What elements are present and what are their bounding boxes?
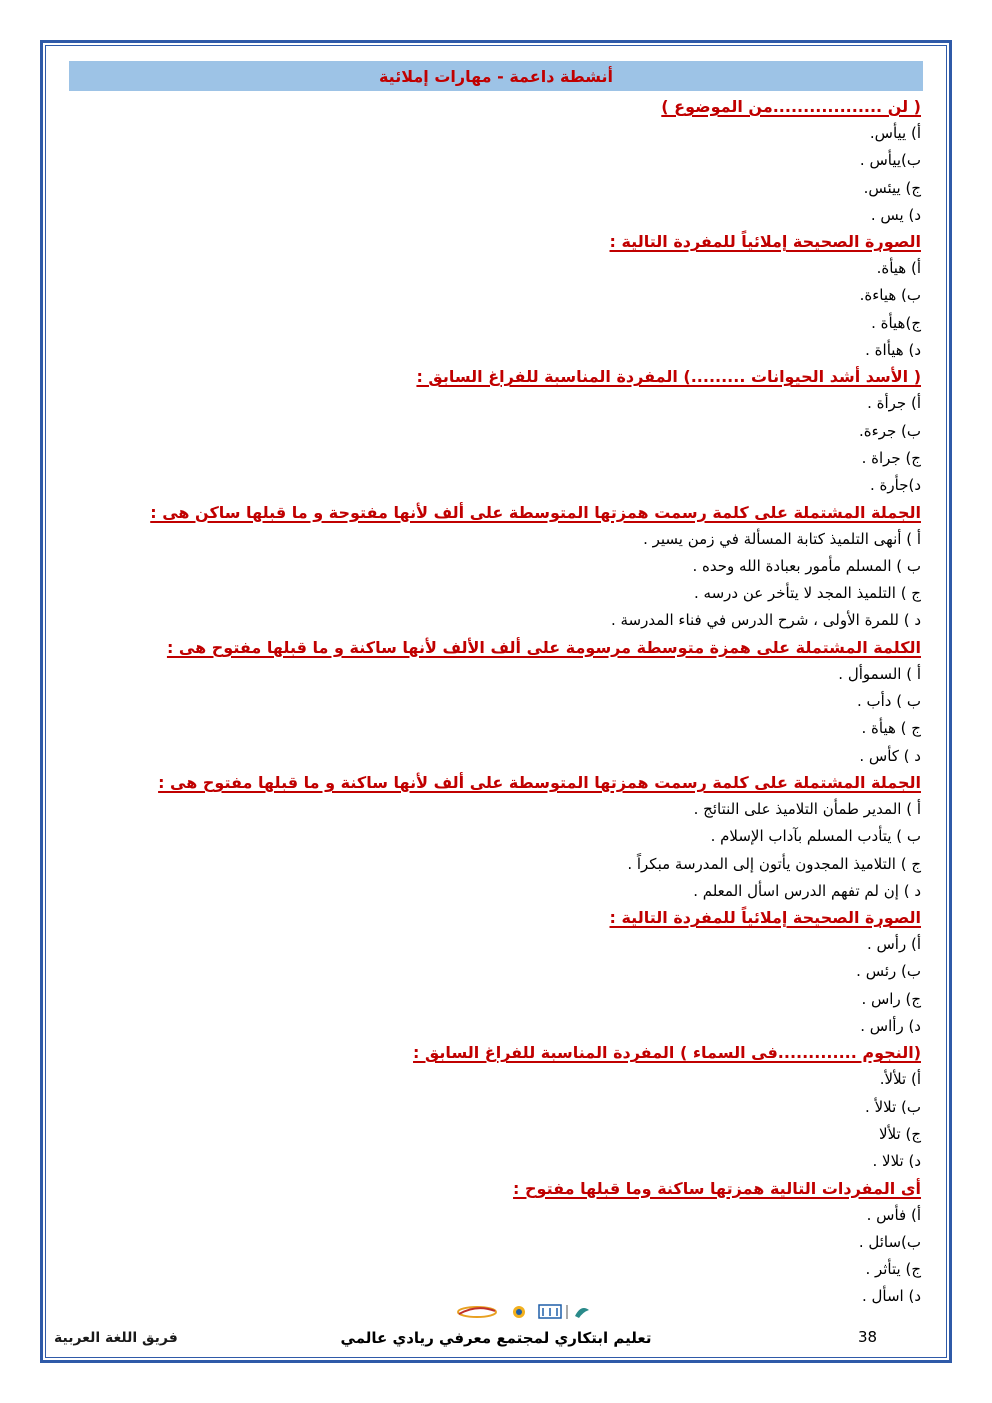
answer-option: د) تلالا .: [872, 1152, 921, 1171]
answer-option: ب ) المسلم مأمور بعبادة الله وحده .: [692, 556, 921, 575]
answer-option: ج) راس .: [861, 989, 921, 1008]
answer-option: ب)ييأس .: [859, 151, 921, 170]
answer-option: ج) ييئس.: [863, 178, 921, 197]
answer-option: د) رأاس .: [860, 1017, 921, 1036]
answer-option: ج ) التلميذ المجد لا يتأخر عن درسه .: [694, 584, 921, 603]
page-number: 38: [858, 1328, 878, 1346]
unesco-logo-icon: [539, 1305, 561, 1318]
answer-option: د) هيأاة .: [865, 341, 921, 360]
question-prompt: الصورة الصحيحة إملائياً للمفردة التالية :: [609, 232, 921, 252]
answer-option: ب)سائل .: [858, 1232, 921, 1251]
question-prompt: ( لن ..................من الموضوع ): [661, 97, 921, 116]
answer-option: ب) تلالأ .: [865, 1097, 921, 1116]
answer-option: ب ) دأب .: [856, 692, 921, 711]
answer-option: ج) تلألا: [879, 1124, 921, 1143]
answer-option: د) يس .: [870, 205, 921, 224]
answer-option: أ) ييأس.: [869, 124, 921, 142]
answer-option: أ) رأس .: [866, 935, 921, 954]
worksheet-title: أنشطة داعمة - مهارات إملائية: [378, 66, 614, 86]
answer-option: د ) إن لم تفهم الدرس اسأل المعلم .: [693, 881, 921, 900]
answer-option: ج) يتأثر .: [865, 1260, 921, 1279]
answer-option: ج ) التلاميذ المجدون يأتون إلى المدرسة مبكراً .: [627, 854, 921, 873]
answer-option: د ) كأس .: [859, 746, 921, 765]
question-prompt: ( الأسد أشد الحيوانات .........) المفردة المناسبة للفراغ السابق :: [416, 367, 921, 387]
answer-option: أ ) أنهى التلميذ كتابة المسألة في زمن يسير .: [643, 529, 921, 548]
question-prompt: الصورة الصحيحة إملائياً للمفردة التالية :: [609, 908, 921, 928]
answer-option: أ ) السموأل .: [838, 664, 921, 683]
answer-option: أ ) المدير طمأن التلاميذ على النتائج .: [693, 799, 921, 818]
answer-option: أ) هيأة.: [876, 259, 921, 278]
footer-team-name: فريق اللغة العربية: [54, 1330, 178, 1346]
footer-slogan: تعليم ابتكاري لمجتمع معرفي ريادي عالمي: [340, 1329, 652, 1347]
question-prompt: أى المفردات التالية همزتها ساكنة وما قبلها مفتوح :: [513, 1178, 921, 1198]
answer-option: أ) تلألأ.: [879, 1070, 921, 1089]
question-prompt: الجملة المشتملة على كلمة رسمت همزتها المتوسطة على ألف لأنها مفتوحة و ما قبلها ساكن هى :: [150, 502, 921, 522]
answer-option: ج)هيأة .: [871, 313, 921, 332]
question-prompt: الجملة المشتملة على كلمة رسمت همزتها المتوسطة على ألف لأنها ساكنة و ما قبلها مفتوح هى :: [158, 772, 921, 792]
answer-option: أ) جرأة .: [867, 394, 921, 413]
answer-option: ج) جراة .: [861, 448, 921, 467]
answer-option: ج ) هيأة .: [861, 719, 921, 738]
question-prompt: الكلمة المشتملة على همزة متوسطة مرسومة على ألف الألف لأنها ساكنة و ما قبلها مفتوح هى :: [166, 637, 921, 657]
answer-option: د)جأرة .: [869, 476, 921, 495]
answer-option: أ) فأس .: [866, 1205, 921, 1224]
answer-option: ب) جرءة.: [859, 421, 921, 440]
answer-option: د ) للمرة الأولى ، شرح الدرس في فناء المدرسة .: [610, 611, 921, 630]
answer-option: ب) رئس .: [856, 962, 921, 981]
answer-option: د) اسأل .: [861, 1287, 921, 1306]
questions-list: [101, 94, 921, 1311]
page-footer: [40, 1318, 952, 1358]
sun-logo-icon: [513, 1306, 525, 1318]
ministry-logo-icon: [567, 1305, 589, 1319]
worksheet-header: [69, 61, 923, 91]
swoosh-logo-icon: [458, 1307, 496, 1317]
answer-option: ب) هياءة.: [859, 286, 921, 305]
question-prompt: (النجوم .............فى السماء ) المفردة المناسبة للفراغ السابق :: [413, 1043, 921, 1063]
answer-option: ب ) يتأدب المسلم بآداب الإسلام .: [710, 827, 921, 846]
